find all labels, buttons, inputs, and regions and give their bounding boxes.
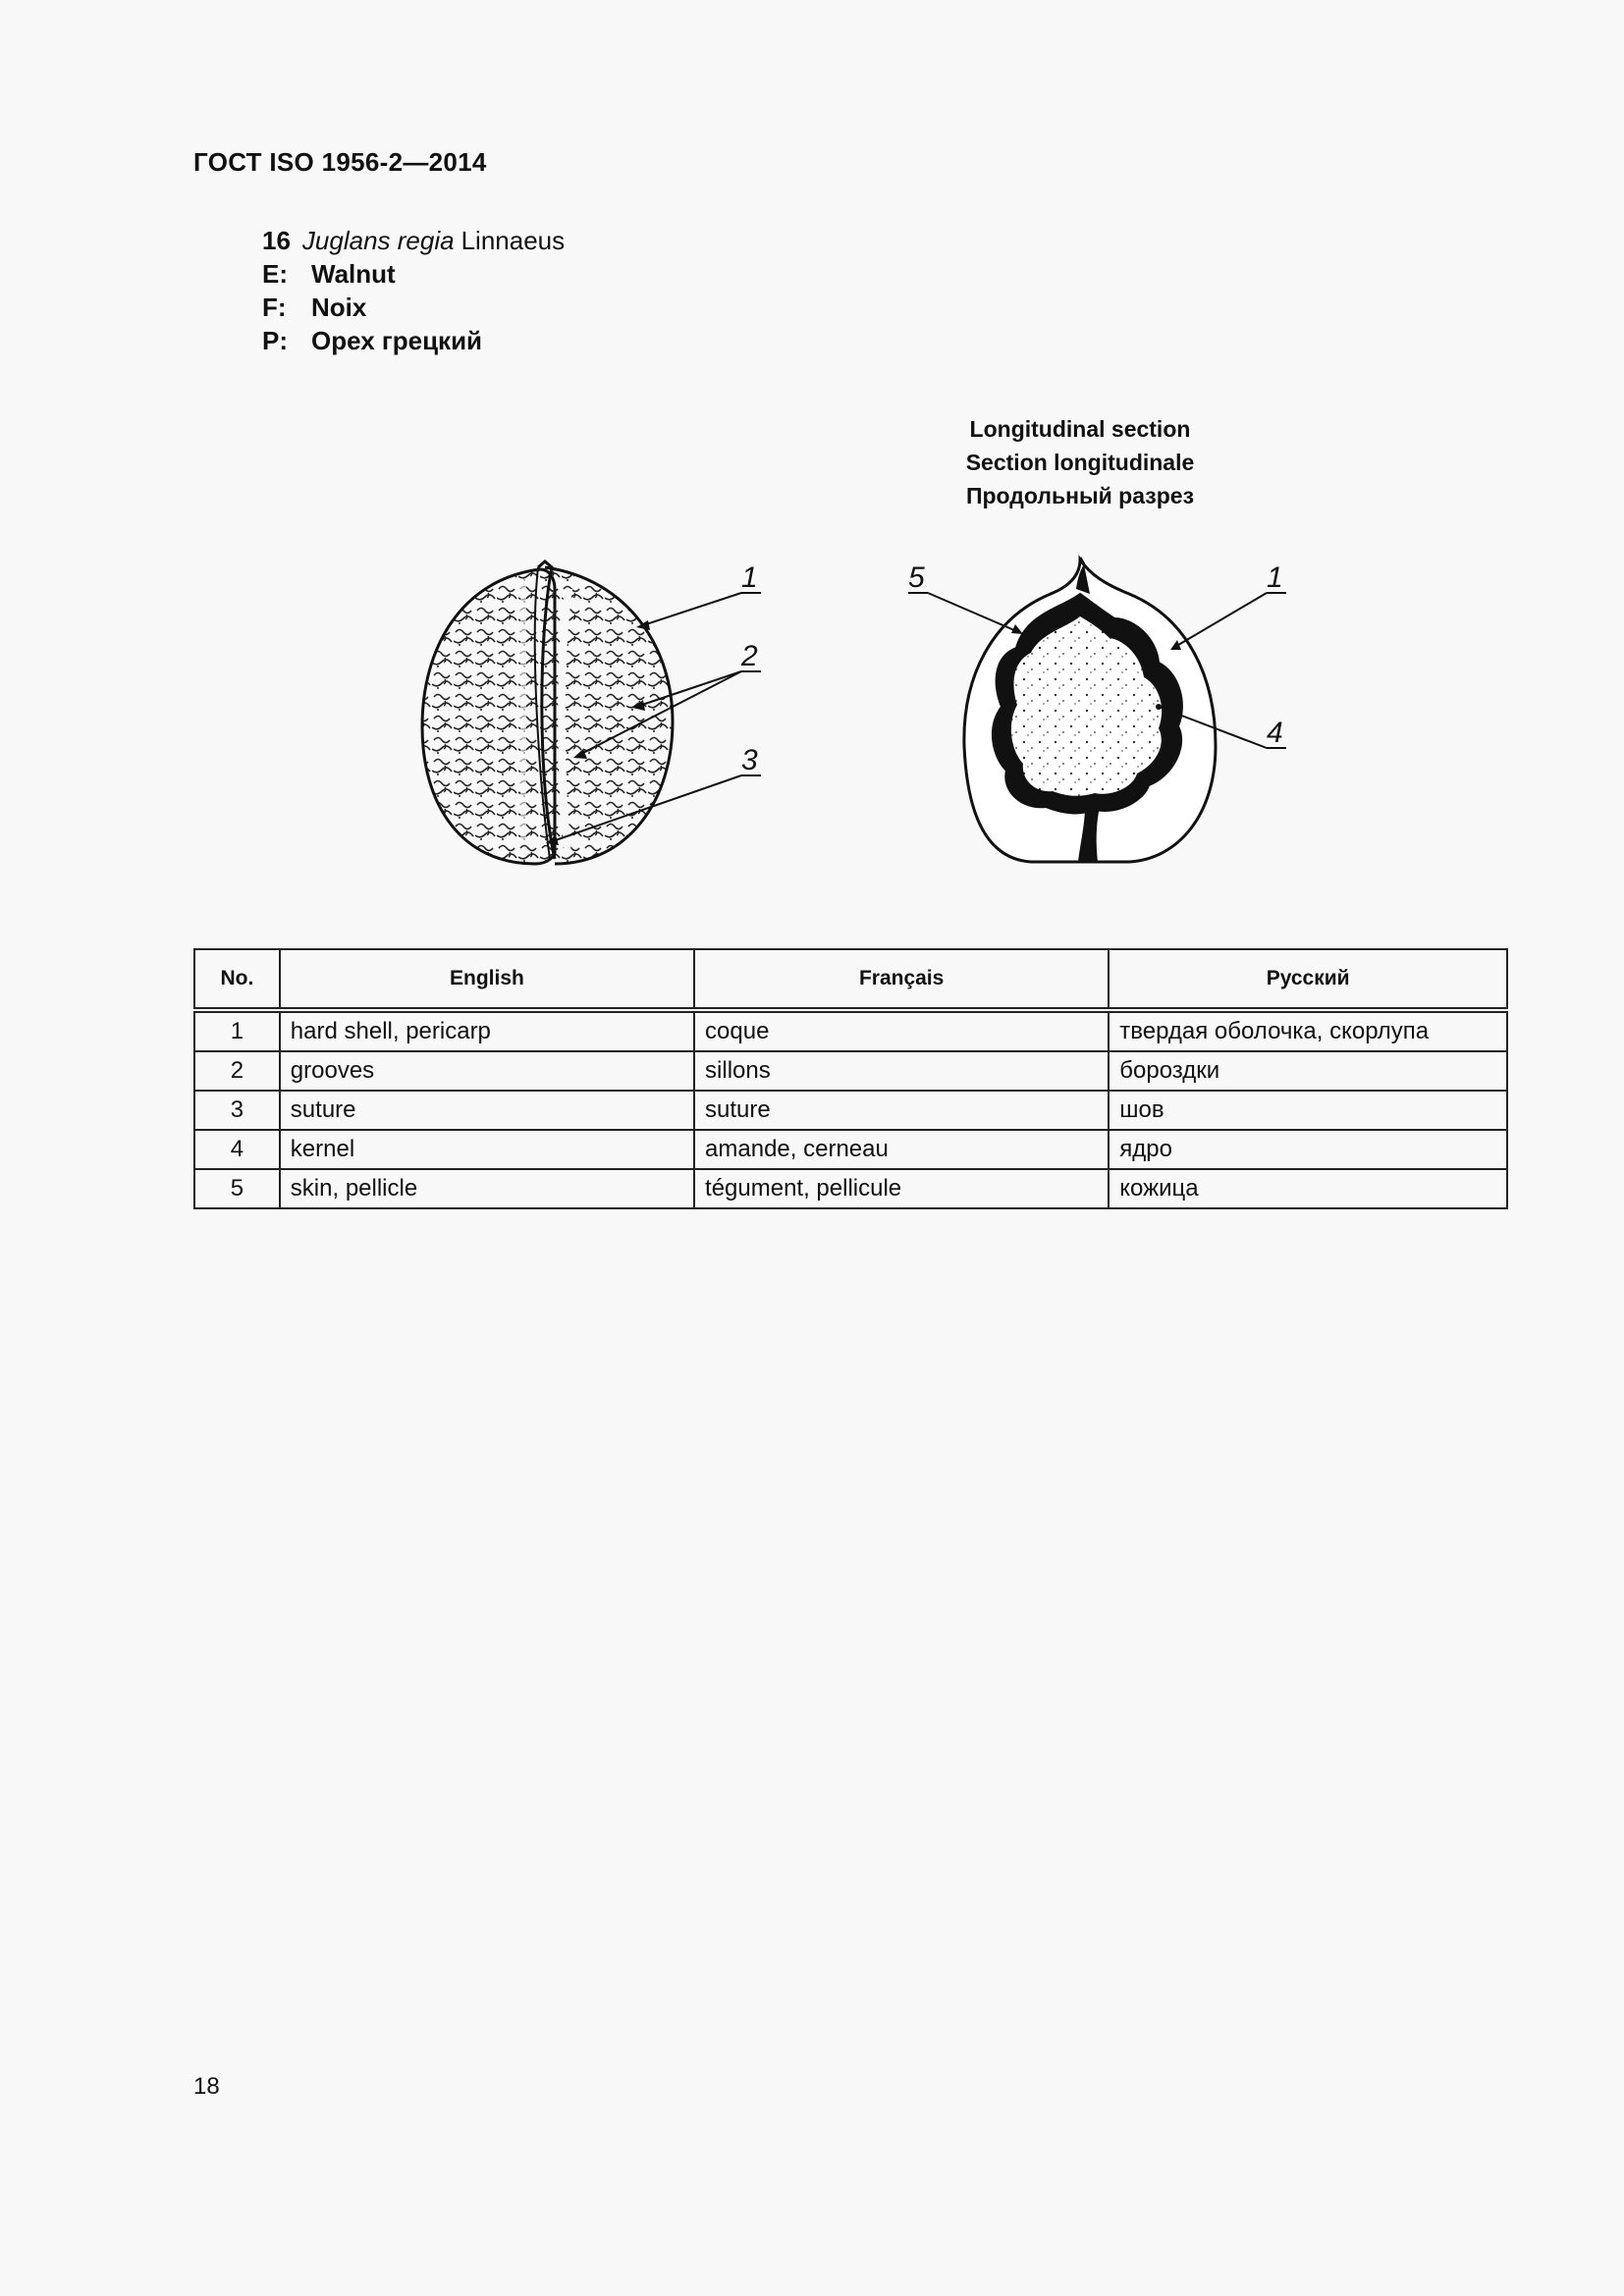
- lang-code: F:: [262, 293, 287, 322]
- cell-french: amande, cerneau: [694, 1130, 1109, 1169]
- cell-russian: шов: [1109, 1091, 1507, 1130]
- callout-label: 3: [741, 744, 758, 776]
- table-row: [194, 1051, 1507, 1091]
- column-header-no: No.: [194, 949, 280, 1010]
- common-name: Walnut: [311, 259, 396, 289]
- lang-code: P:: [262, 326, 288, 355]
- callout-label: 2: [741, 640, 758, 672]
- cell-no: 3: [194, 1091, 280, 1130]
- document-header: ГОСТ ISO 1956-2—2014: [193, 147, 487, 177]
- page-number: 18: [193, 2073, 220, 2100]
- whole-walnut-drawing: [422, 561, 673, 864]
- common-name: Noix: [311, 293, 367, 322]
- species-latin-name: Juglans regia: [301, 226, 455, 255]
- walnut-figure: [0, 0, 1624, 923]
- cell-english: suture: [280, 1091, 694, 1130]
- common-name: Орех грецкий: [311, 326, 483, 355]
- table-row: [194, 1169, 1507, 1208]
- table-row: [194, 1130, 1507, 1169]
- column-header-english: English: [280, 949, 694, 1010]
- table-header-row: [194, 949, 1507, 1010]
- cell-english: skin, pellicle: [280, 1169, 694, 1208]
- column-header-russian: Русский: [1109, 949, 1507, 1010]
- cell-english: grooves: [280, 1051, 694, 1091]
- species-author: Linnaeus: [460, 226, 566, 255]
- cell-no: 4: [194, 1130, 280, 1169]
- terms-table: [193, 948, 1508, 1209]
- table-row: [194, 1010, 1507, 1051]
- table-row: [194, 1091, 1507, 1130]
- callout-label: 1: [741, 561, 758, 594]
- callout-label: 5: [908, 561, 925, 594]
- cell-french: sillons: [694, 1051, 1109, 1091]
- cell-no: 1: [194, 1010, 280, 1051]
- cell-no: 2: [194, 1051, 280, 1091]
- cell-russian: кожица: [1109, 1169, 1507, 1208]
- caption-fr: Section longitudinale: [965, 450, 1195, 475]
- lang-code: E:: [262, 259, 288, 289]
- column-header-french: Français: [694, 949, 1109, 1010]
- callout-label: 4: [1267, 717, 1283, 749]
- cell-russian: ядро: [1109, 1130, 1507, 1169]
- callout-label: 1: [1267, 561, 1283, 594]
- cell-french: suture: [694, 1091, 1109, 1130]
- species-number: 16: [262, 226, 291, 255]
- cell-english: hard shell, pericarp: [280, 1010, 694, 1051]
- caption-ru: Продольный разрез: [965, 483, 1195, 508]
- cell-russian: бороздки: [1109, 1051, 1507, 1091]
- section-walnut-drawing: [964, 558, 1216, 862]
- cell-french: tégument, pellicule: [694, 1169, 1109, 1208]
- cell-russian: твердая оболочка, скорлупа: [1109, 1010, 1507, 1051]
- caption-en: Longitudinal section: [969, 416, 1191, 442]
- cell-no: 5: [194, 1169, 280, 1208]
- cell-english: kernel: [280, 1130, 694, 1169]
- cell-french: coque: [694, 1010, 1109, 1051]
